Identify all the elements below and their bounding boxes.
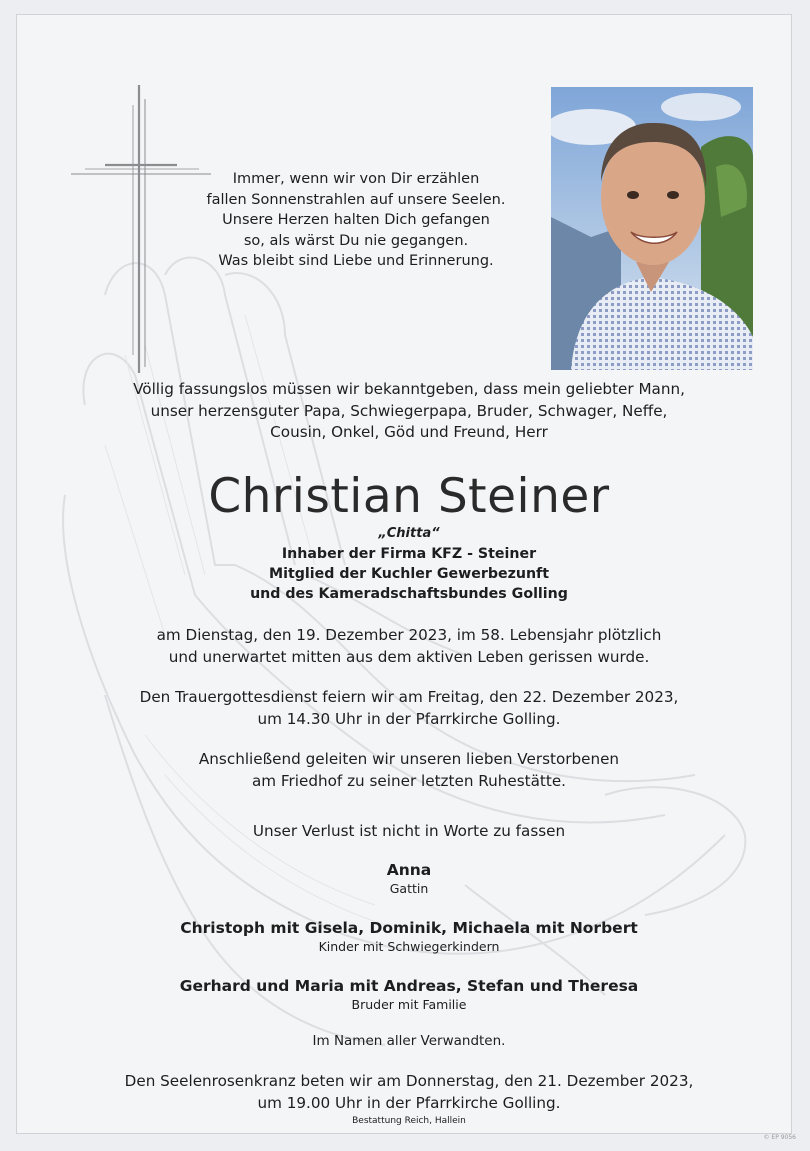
announcement-line: Völlig fassungslos müssen wir bekanntgeben, dass mein geliebter Mann,	[133, 380, 685, 398]
deceased-name: Christian Steiner	[208, 469, 610, 524]
role-line: Inhaber der Firma KFZ - Steiner	[281, 546, 537, 562]
role-line: Mitglied der Kuchler Gewerbezunft	[268, 566, 550, 582]
burial-text	[61, 749, 757, 792]
mourner-names: Gerhard und Maria mit Andreas, Stefan und Theresa	[179, 977, 639, 995]
poem-line: so, als wärst Du nie gegangen.	[243, 232, 469, 249]
memorial-poem	[191, 169, 521, 272]
death-notice	[61, 625, 757, 668]
announcement-line: unser herzensguter Papa, Schwiegerpapa, Bruder, Schwager, Neffe,	[150, 401, 668, 420]
burial-line: am Friedhof zu seiner letzten Ruhestätte.	[251, 771, 566, 790]
deceased-nickname: „Chitta“	[378, 526, 440, 541]
announcement-line: Cousin, Onkel, Göd und Freund, Herr	[270, 423, 548, 441]
announcement-text	[61, 379, 757, 444]
poem-line: Was bleibt sind Liebe und Erinnerung.	[218, 253, 494, 269]
relatives-line: Im Namen aller Verwandten.	[312, 1033, 506, 1049]
death-notice-line: am Dienstag, den 19. Dezember 2023, im 58. Lebensjahr plötzlich	[156, 626, 662, 644]
mourner-names: Anna	[386, 861, 432, 879]
death-notice-line: und unerwartet mitten aus dem aktiven Leben gerissen wurde.	[168, 647, 650, 666]
mourner-names: Christoph mit Gisela, Dominik, Michaela mit Norbert	[180, 919, 638, 937]
obituary-card	[16, 14, 792, 1134]
poem-line: Immer, wenn wir von Dir erzählen	[232, 171, 480, 187]
mourner-relation: Bruder mit Familie	[351, 997, 467, 1012]
portrait-photo	[551, 87, 753, 370]
funeral-service	[61, 687, 757, 730]
form-code: © EP 9056	[763, 1134, 796, 1141]
rosary-line: Den Seelenrosenkranz beten wir am Donnerstag, den 21. Dezember 2023,	[124, 1072, 694, 1090]
rosary-text	[61, 1071, 757, 1114]
loss-line: Unser Verlust ist nicht in Worte zu fassen	[252, 822, 566, 840]
funeral-service-line: um 14.30 Uhr in der Pfarrkirche Golling.	[257, 709, 561, 728]
funeral-service-line: Den Trauergottesdienst feiern wir am Freitag, den 22. Dezember 2023,	[139, 688, 679, 706]
poem-line: Unsere Herzen halten Dich gefangen	[222, 212, 490, 228]
role-line: und des Kameradschaftsbundes Golling	[250, 586, 568, 602]
poem-line: fallen Sonnenstrahlen auf unsere Seelen.	[206, 191, 506, 208]
mourner-relation: Gattin	[389, 881, 429, 896]
deceased-details	[61, 524, 757, 604]
rosary-line: um 19.00 Uhr in der Pfarrkirche Golling.	[257, 1093, 561, 1112]
undertaker-credit: Bestattung Reich, Hallein	[352, 1116, 466, 1126]
burial-line: Anschließend geleiten wir unseren lieben Verstorbenen	[198, 750, 620, 768]
mourner-relation: Kinder mit Schwiegerkindern	[318, 939, 500, 954]
